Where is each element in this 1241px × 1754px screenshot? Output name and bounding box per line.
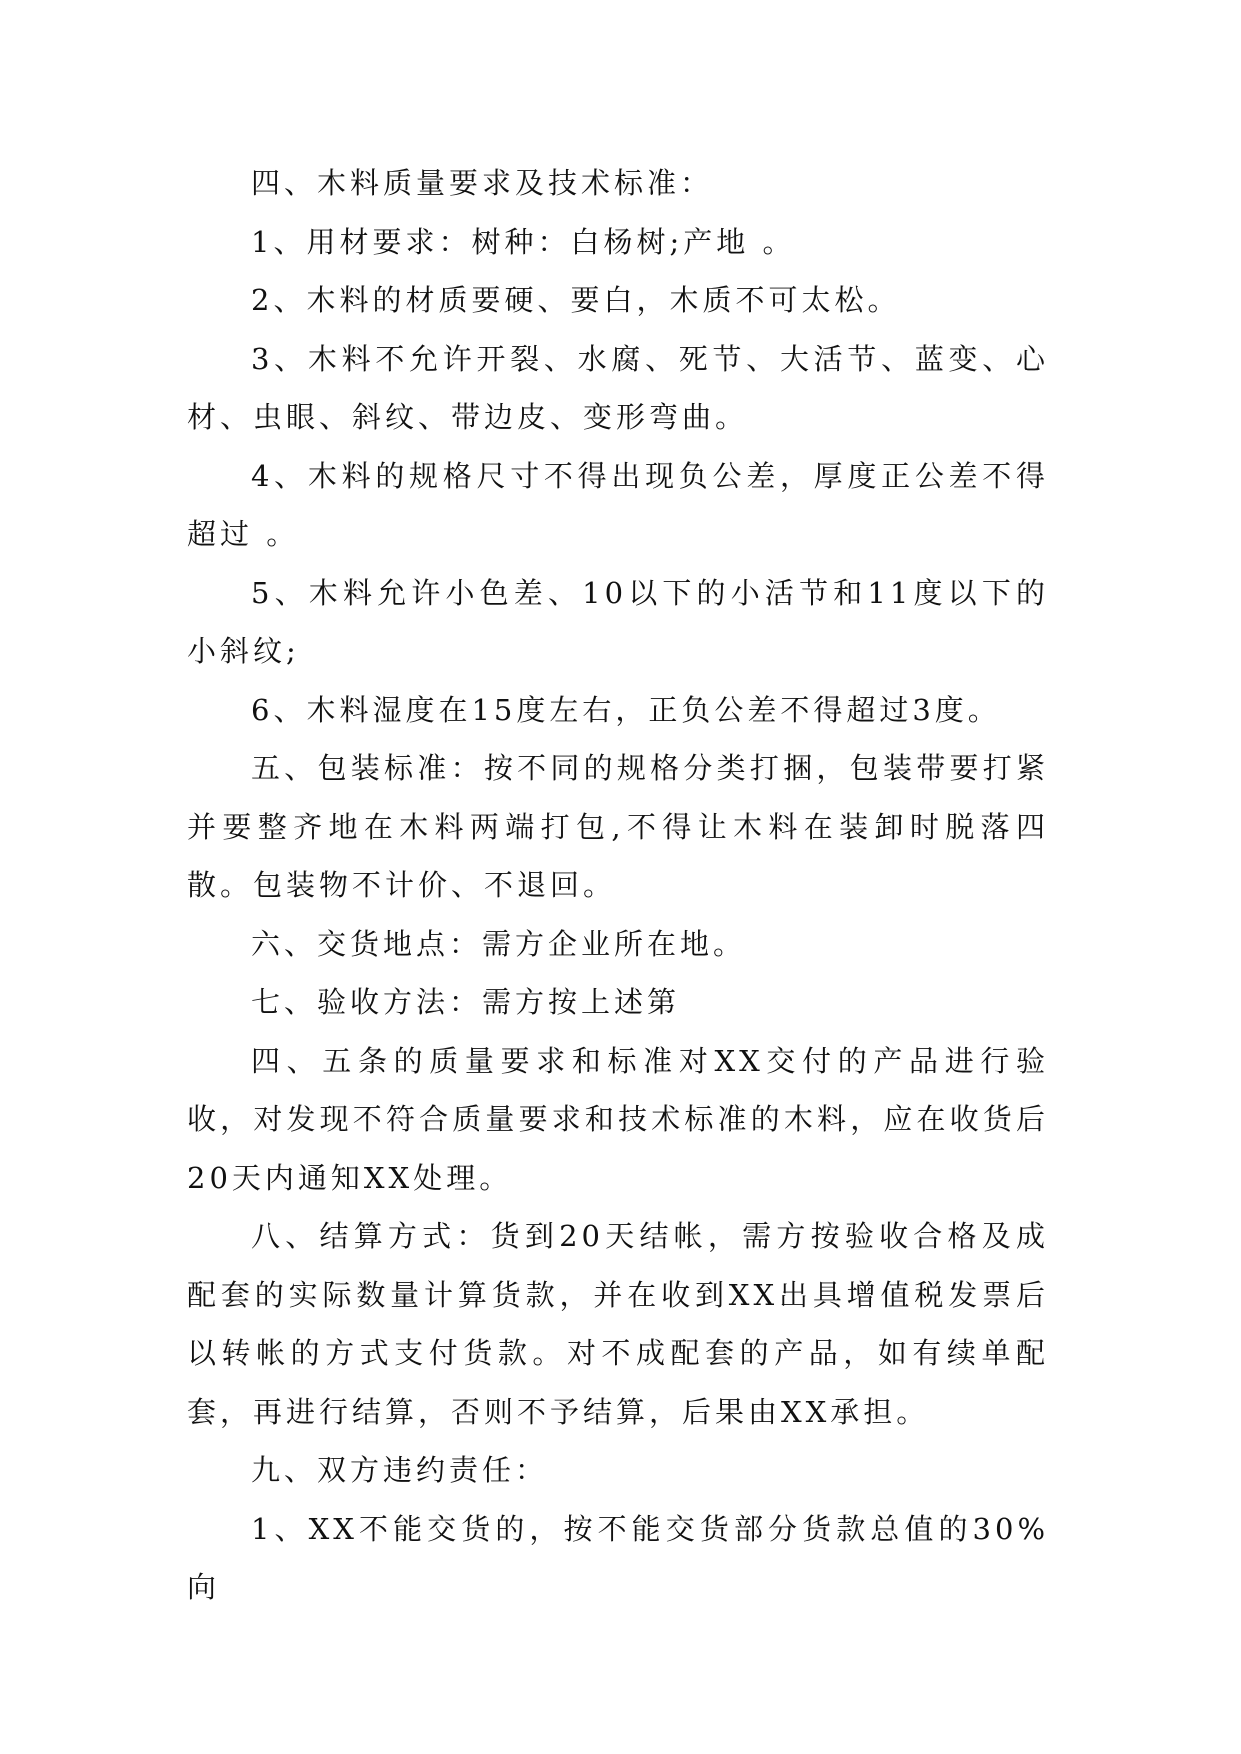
paragraph-defects-not-allowed: 3、木料不允许开裂、水腐、死节、大活节、蓝变、心材、虫眼、斜纹、带边皮、变形弯曲。 (187, 341, 1049, 434)
paragraph-settlement-method: 八、结算方式：货到20天结帐，需方按验收合格及成配套的实际数量计算货款，并在收到XX出具增值税发票后以转帐的方式支付货款。对不成配套的产品，如有续单配套，再进行结算，否则不予结算，后果由XX承担。 (187, 1219, 1049, 1429)
document-body (187, 154, 1049, 1617)
paragraph-material-requirement: 1、用材要求：树种：白杨树;产地 。 (251, 224, 796, 259)
paragraph-inspection-method: 七、验收方法：需方按上述第 (251, 985, 681, 1019)
paragraph-inspection-details: 四、五条的质量要求和标准对XX交付的产品进行验收，对发现不符合质量要求和技术标准的木料，应在收货后20天内通知XX处理。 (187, 1043, 1049, 1195)
heading-breach-liability: 九、双方违约责任： (251, 1453, 549, 1487)
paragraph-moisture: 6、木料湿度在15度左右，正负公差不得超过3度。 (251, 692, 1001, 727)
paragraph-delivery-location: 六、交货地点：需方企业所在地。 (251, 926, 747, 961)
heading-quality-standards: 四、木料质量要求及技术标准： (251, 166, 714, 200)
paragraph-allowed-minor-defects: 5、木料允许小色差、10以下的小活节和11度以下的小斜纹; (187, 575, 1049, 668)
paragraph-size-tolerance: 4、木料的规格尺寸不得出现负公差，厚度正公差不得超过 。 (187, 458, 1049, 551)
paragraph-packaging-standard: 五、包装标准：按不同的规格分类打捆，包装带要打紧并要整齐地在木料两端打包,不得让木料在装卸时脱落四散。包装物不计价、不退回。 (187, 751, 1049, 902)
paragraph-breach-item-1: 1、XX不能交货的，按不能交货部分货款总值的30%向 (187, 1511, 1049, 1604)
paragraph-wood-hardness: 2、木料的材质要硬、要白，木质不可太松。 (251, 283, 901, 317)
